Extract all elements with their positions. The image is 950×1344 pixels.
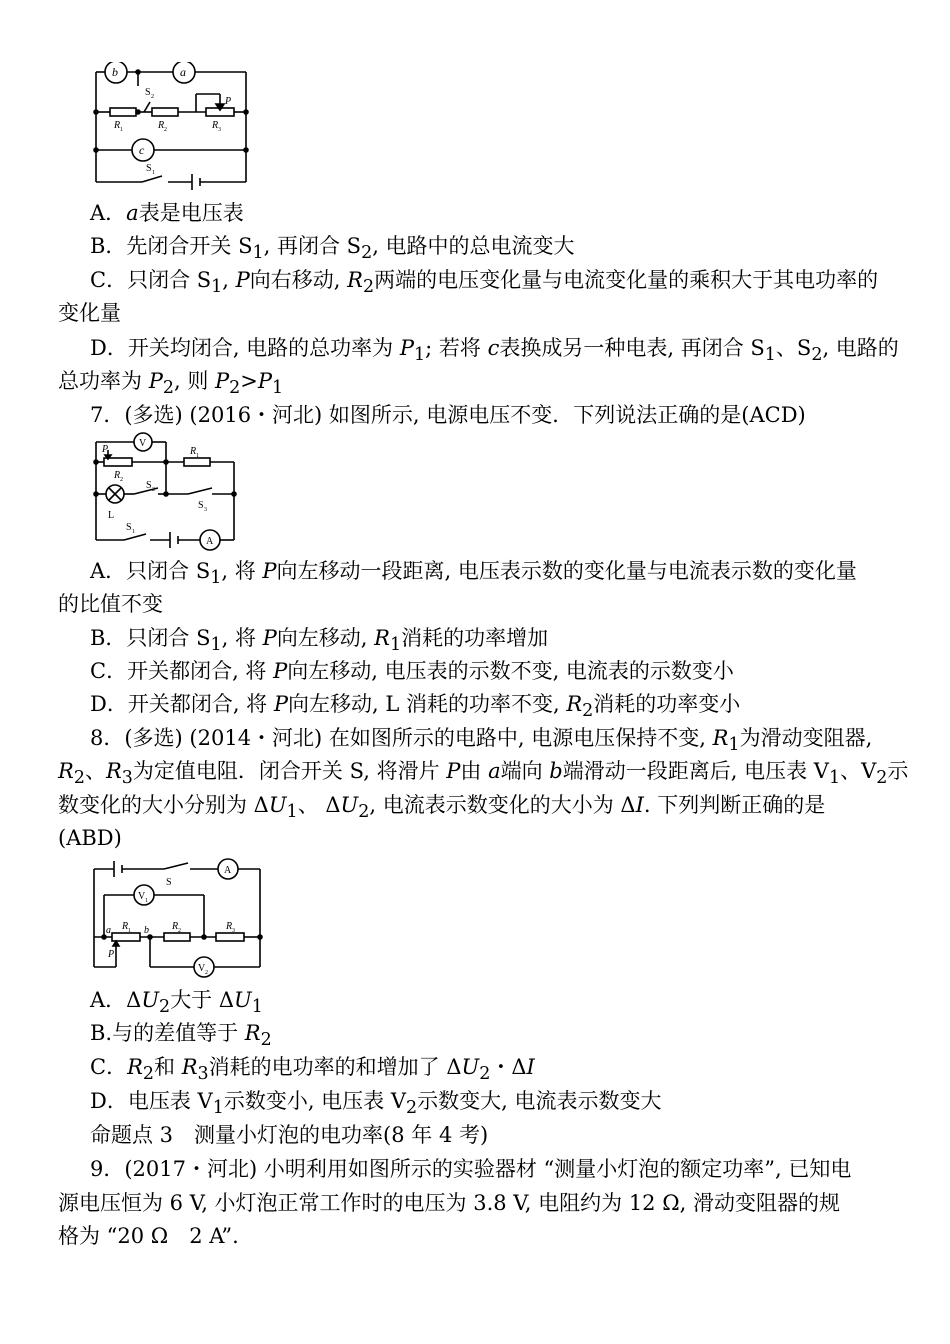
r2-sub: 2 — [120, 477, 123, 483]
circuit-figure-q7 — [88, 432, 243, 552]
r1-sub: 1 — [196, 453, 199, 459]
s2-sub: 2 — [151, 94, 154, 100]
v1-label: V — [138, 891, 146, 902]
q8-stem-1: 8．(多选) (2014・河北) 在如图所示的电路中, 电源电压保持不变, $R_1$为滑动变阻器, — [90, 726, 873, 756]
v2-sub: 2 — [205, 970, 208, 976]
q8-option-a: A．$\Delta U_2$大于 $\Delta U_1$ — [90, 988, 263, 1018]
q6-option-c: C．只闭合 $S_1$, P向右移动, $R_2$两端的电压变化量与电流变化量的乘积大于其电功率的 — [90, 268, 879, 298]
r2-sub: 2 — [178, 928, 181, 934]
resistor-r2 — [164, 933, 190, 941]
q8-option-d: D．电压表 $V_1$示数变小, 电压表 $V_2$示数变大, 电流表示数变大 — [90, 1089, 662, 1119]
q8-option-b: B.与的差值等于 $R_2$ — [90, 1021, 272, 1051]
r1-sub: 1 — [120, 127, 123, 133]
circuit-figure-q8 — [88, 855, 266, 983]
s2-label: S — [145, 87, 151, 98]
q9-stem-1: 9．(2017・河北) 小明利用如图所示的实验器材 “测量小灯泡的额定功率”, 已知电 — [90, 1157, 852, 1181]
s3-label: S — [198, 500, 204, 511]
q6-option-b: B．先闭合开关 $S_1$, 再闭合 $S_2$, 电路中的总电流变大 — [90, 234, 575, 264]
r3-sub: 3 — [232, 928, 235, 934]
resistor-r1 — [110, 108, 136, 116]
slider-arrow — [216, 104, 224, 110]
ammeter-label: A — [206, 536, 214, 547]
q6-option-d: D．开关均闭合, 电路的总功率为 $P_1$; 若将 c表换成另一种电表, 再闭合 $S_1$、$S_2$, 电路的 — [90, 336, 899, 366]
q8-stem-2: $R_2$、$R_3$为定值电阻．闭合开关 S, 将滑片 P由 a端向 b端滑动一段距离后, 电压表 $V_1$、$V_2$示 — [58, 759, 909, 789]
q7-option-a: A．只闭合 $S_1$, 将 P向左移动一段距离, 电压表示数的变化量与电流表示数的变化量 — [90, 559, 857, 589]
v1-sub: 1 — [145, 898, 148, 904]
q8-option-c: C．$R_2$和 $R_3$消耗的电功率的和增加了 $\Delta U_2$・ΔI — [90, 1055, 535, 1085]
r2-label: R — [158, 120, 165, 131]
s2-sub: 2 — [152, 487, 155, 493]
q7-option-a-cont: 的比值不变 — [58, 592, 163, 616]
s2-label: S — [146, 480, 152, 491]
p-label: P — [225, 96, 232, 107]
q8-stem-4: (ABD) — [58, 826, 122, 850]
p-label: P — [102, 444, 109, 455]
q8-stem-3: 数变化的大小分别为 $\Delta U_1$、 $\Delta U_2$, 电流表示数变化的大小为 ΔI. 下列判断正确的是 — [58, 793, 826, 823]
q7-option-d: D．开关都闭合, 将 P向左移动, L 消耗的功率不变, $R_2$消耗的功率变小 — [90, 692, 741, 722]
wires — [96, 72, 246, 190]
switch-s-label: S — [166, 877, 172, 888]
ammeter-label: A — [224, 865, 232, 876]
r2-sub: 2 — [164, 127, 167, 133]
resistor-r1 — [184, 458, 210, 466]
meter-b-label: b — [112, 65, 118, 79]
end-b-label: b — [144, 925, 149, 936]
lamp-label: L — [108, 510, 115, 521]
section-heading: 命题点 3 测量小灯泡的电功率(8 年 4 考) — [90, 1123, 489, 1147]
q7-option-c: C．开关都闭合, 将 P向左移动, 电压表的示数不变, 电流表的示数变小 — [90, 659, 734, 683]
p-label: P — [108, 949, 115, 960]
r3-label: R — [226, 921, 233, 932]
meter-a-label: a — [180, 65, 186, 79]
s1-label: S — [126, 522, 132, 533]
v2-label: V — [198, 963, 206, 974]
q9-stem-2: 源电压恒为 6 V, 小灯泡正常工作时的电压为 3.8 V, 电阻约为 12 Ω, 滑动变阻器的规 — [58, 1191, 840, 1215]
q6-option-d-cont: 总功率为 $P_2$, 则 $P_2>P_1$ — [58, 369, 284, 399]
r1-label: R — [122, 921, 129, 932]
end-a-label: a — [106, 925, 111, 936]
r1-sub: 1 — [128, 928, 131, 934]
r1-label: R — [114, 120, 121, 131]
r2-label: R — [114, 470, 121, 481]
s3-sub: 3 — [204, 507, 207, 513]
s1-sub: 1 — [152, 170, 155, 176]
r3-label: R — [212, 120, 219, 131]
r2-label: R — [172, 921, 179, 932]
q7-stem: 7．(多选) (2016・河北) 如图所示, 电源电压不变．下列说法正确的是(ACD) — [90, 403, 806, 427]
resistor-r3 — [216, 933, 244, 941]
q6-option-a: A．a表是电压表 — [90, 201, 244, 225]
resistor-r2 — [152, 108, 178, 116]
s1-sub: 1 — [132, 529, 135, 535]
r1-label: R — [190, 446, 197, 457]
q7-option-b: B．只闭合 $S_1$, 将 P向左移动, $R_1$消耗的功率增加 — [90, 626, 549, 656]
q6-option-c-cont: 变化量 — [58, 301, 121, 325]
meter-c-label: c — [139, 143, 145, 157]
circuit-figure-q6 — [88, 62, 258, 190]
voltmeter-label: V — [139, 438, 147, 449]
r3-sub: 3 — [218, 127, 221, 133]
s1-label: S — [146, 163, 152, 174]
q9-stem-3: 格为 “20 Ω 2 A”. — [58, 1224, 239, 1248]
